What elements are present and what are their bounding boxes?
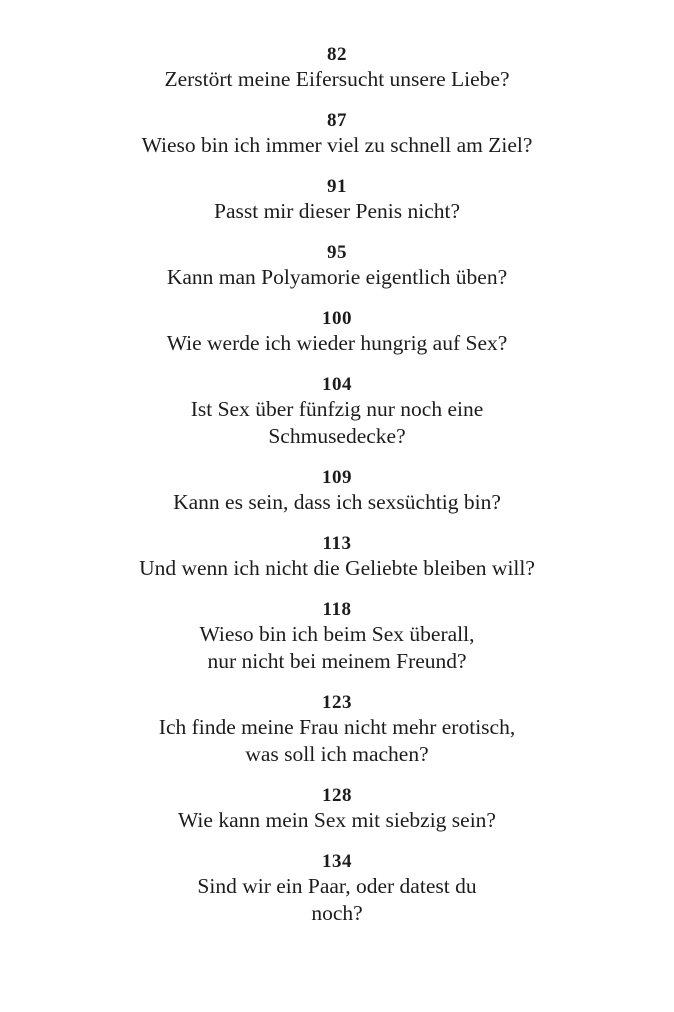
toc-title-line: Ist Sex über fünfzig nur noch eine: [190, 397, 484, 421]
toc-title-line: noch?: [311, 901, 363, 925]
page-number: 128: [322, 785, 352, 806]
toc-title-line: Passt mir dieser Penis nicht?: [213, 199, 461, 223]
toc-entry: [0, 467, 674, 516]
toc-title-line: Wieso bin ich immer viel zu schnell am Ziel?: [141, 133, 533, 157]
page-number: 82: [327, 44, 347, 65]
page-number: 134: [322, 851, 352, 872]
toc-title-line: Wieso bin ich beim Sex überall,: [199, 622, 475, 646]
toc-title-line: Ich finde meine Frau nicht mehr erotisch,: [158, 715, 516, 739]
toc-entry: [0, 374, 674, 450]
page-number: 91: [327, 176, 347, 197]
toc-entry: [0, 599, 674, 675]
page-number: 95: [327, 242, 347, 263]
toc-entry: [0, 242, 674, 291]
toc-entry: [0, 692, 674, 768]
page-number: 109: [322, 467, 352, 488]
page-number: 113: [322, 533, 352, 554]
toc-title-line: nur nicht bei meinem Freund?: [207, 649, 467, 673]
toc-entry: [0, 176, 674, 225]
toc-entry: [0, 533, 674, 582]
toc-title-line: Kann es sein, dass ich sexsüchtig bin?: [173, 490, 501, 514]
toc-title-line: Und wenn ich nicht die Geliebte bleiben will?: [139, 556, 535, 580]
page-number: 100: [322, 308, 352, 329]
page-number: 87: [327, 110, 347, 131]
toc-title-line: Wie kann mein Sex mit siebzig sein?: [178, 808, 496, 832]
toc-title-line: Sind wir ein Paar, oder datest du: [197, 874, 477, 898]
toc-entry: [0, 851, 674, 927]
toc-title-line: Kann man Polyamorie eigentlich üben?: [166, 265, 508, 289]
toc-title-line: Schmusedecke?: [268, 424, 406, 448]
toc-title-line: Zerstört meine Eifersucht unsere Liebe?: [164, 67, 510, 91]
toc-entry: [0, 44, 674, 93]
page-number: 123: [322, 692, 352, 713]
toc-title-line: was soll ich machen?: [245, 742, 429, 766]
toc-entry: [0, 110, 674, 159]
toc-entry: [0, 785, 674, 834]
table-of-contents: [0, 44, 674, 927]
page-number: 118: [322, 599, 352, 620]
page-number: 104: [322, 374, 352, 395]
toc-title-line: Wie werde ich wieder hungrig auf Sex?: [166, 331, 508, 355]
toc-entry: [0, 308, 674, 357]
